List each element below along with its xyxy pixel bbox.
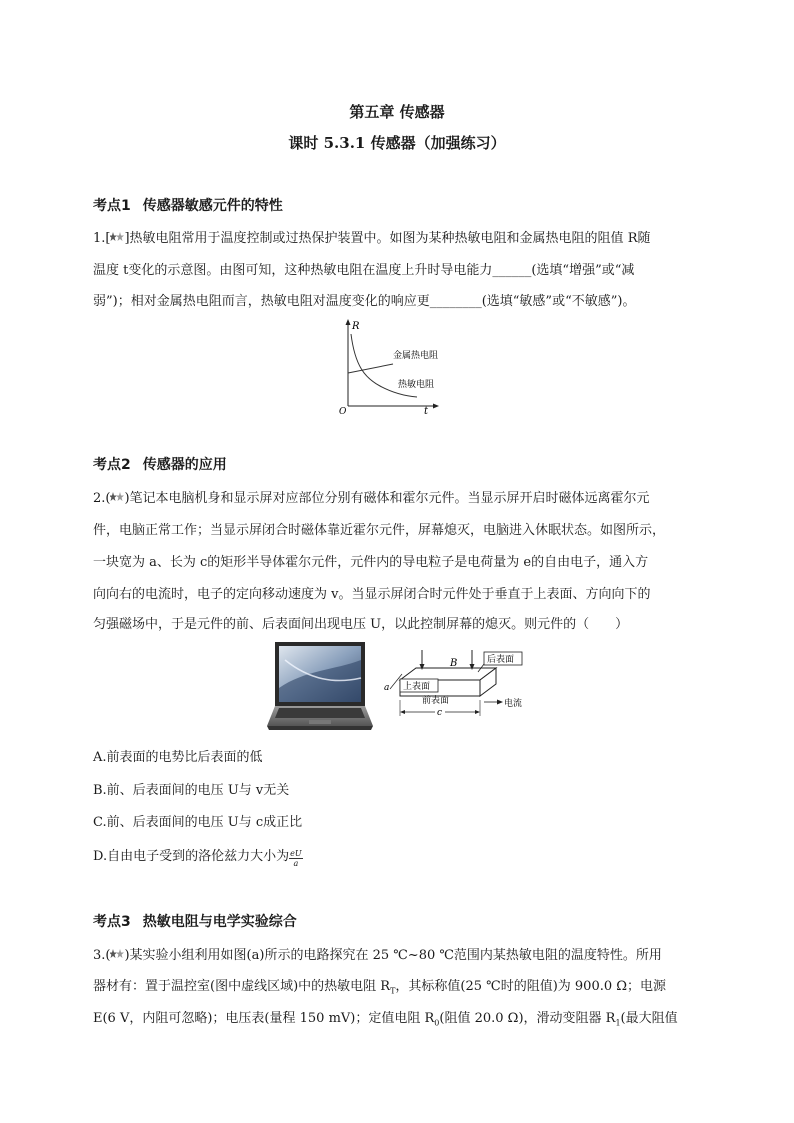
origin-label: O (339, 407, 347, 416)
metal-resistor-curve (348, 364, 393, 373)
difficulty-star-icon (110, 491, 124, 503)
q1-line-3: 弱”)；相对金属热电阻而言，热敏电阻对温度变化的响应更________(选填“敏感”或“不敏感”)。 (93, 294, 636, 309)
fraction-eU-over-a: $\frac{eU}{a}$ (290, 849, 302, 868)
section-title: 热敏电阻与电学实验综合 (142, 914, 297, 930)
q3-line-1: 3.( )某实验小组利用如图(a)所示的电路探究在 25 ℃~80 ℃范围内某热敏电阻的温度特性。所用 (93, 948, 662, 963)
width-label-a: a (384, 683, 390, 693)
q2-line-5: 匀强磁场中，于是元件的前、后表面间出现电压 U，以此控制屏幕的熄灭。则元件的（ ） (93, 617, 629, 632)
x-axis-label: t (424, 406, 429, 416)
q3-line-3: E(6 V，内阻可忽略)；电压表(量程 150 mV)；定值电阻 $R_0$(阻值 20.0 Ω)，滑动变阻器 $R_1$(最大阻值 (93, 1011, 678, 1028)
front-face-label: 前表面 (422, 696, 450, 706)
q1-line-2: 温度 t变化的示意图。由图可知，这种热敏电阻在温度上升时导电能力______(选填“增强”或“减 (93, 263, 635, 278)
option-b: B.前、后表面间的电压 U与 v无关 (93, 783, 290, 798)
section-heading-1 (93, 195, 283, 215)
lesson-title: 课时 5.3.1 传感器（加强练习） (288, 134, 506, 152)
laptop-image (265, 640, 375, 732)
x-axis-arrow-icon (433, 404, 439, 409)
q3-line-2: 器材有：置于温控室(图中虚线区域)中的热敏电阻 $R_T$，其标称值(25 ℃时的阻值)为 900.0 Ω；电源 (93, 979, 667, 996)
q2-line-2: 件，电脑正常工作；当显示屏闭合时磁体靠近霍尔元件，屏幕熄灭，电脑进入休眠状态。如图所示， (93, 523, 666, 538)
q2-line-1: 2.( )笔记本电脑机身和显示屏对应部位分别有磁体和霍尔元件。当显示屏开启时磁体远离霍尔元 (93, 491, 650, 506)
section-label: 考点1 (93, 198, 131, 214)
section-label: 考点2 (93, 457, 131, 473)
resistance-temperature-graph (335, 316, 455, 416)
metal-resistor-label: 金属热电阻 (393, 351, 439, 361)
section-heading-3 (93, 911, 297, 931)
y-axis-arrow-icon (346, 319, 351, 325)
q1-line-1: 1.[ ]热敏电阻常用于温度控制或过热保护装置中。如图为某种热敏电阻和金属热电阻的阻值 R随 (93, 231, 651, 246)
option-d: D.自由电子受到的洛伦兹力大小为 $\frac{eU}{a}$ (93, 849, 302, 868)
back-face-label: 后表面 (487, 655, 515, 665)
option-a: A.前表面的电势比后表面的低 (93, 750, 263, 765)
section-label: 考点3 (93, 914, 131, 930)
section-title: 传感器敏感元件的特性 (142, 198, 283, 214)
thermistor-label: 热敏电阻 (398, 380, 435, 390)
difficulty-star-icon (110, 231, 124, 243)
section-heading-2 (93, 454, 227, 474)
current-label: 电流 (504, 699, 523, 709)
section-title: 传感器的应用 (142, 457, 227, 473)
hall-element-diagram (380, 644, 530, 744)
arrow-right-icon (497, 700, 503, 705)
chapter-title: 第五章 传感器 (349, 103, 445, 121)
field-label-B: B (450, 658, 458, 669)
top-face-label: 上表面 (403, 682, 431, 692)
q2-line-3: 一块宽为 a、长为 c的矩形半导体霍尔元件，元件内的导电粒子是电荷量为 e的自由电子，通入方 (93, 555, 649, 570)
difficulty-star-icon (110, 948, 124, 960)
q2-line-4: 向向右的电流时，电子的定向移动速度为 v。当显示屏闭合时元件处于垂直于上表面、方向向下的 (93, 587, 651, 602)
option-c: C.前、后表面间的电压 U与 c成正比 (93, 815, 303, 830)
y-axis-label: R (352, 321, 360, 332)
length-label-c: c (437, 708, 443, 718)
